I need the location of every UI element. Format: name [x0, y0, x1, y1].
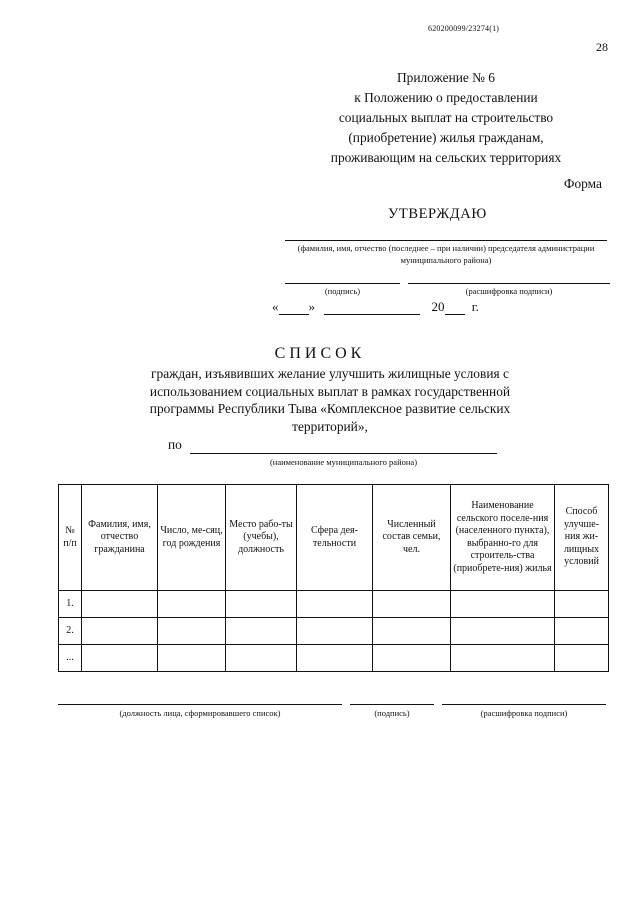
- compiler-signature-caption: (подпись): [374, 708, 410, 718]
- table-cell: [226, 645, 297, 672]
- list-description: граждан, изъявивших желание улучшить жилищные условия с использованием социальных выплат в рамках государственной программы Республики Тыва «Комплексное развитие сельских территорий»,: [149, 366, 511, 434]
- table-cell: [451, 645, 555, 672]
- table-cell: [373, 591, 451, 618]
- municipality-caption: (наименование муниципального района): [269, 457, 418, 467]
- table-cell: [226, 591, 297, 618]
- annex-line-1: Приложение № 6: [396, 70, 496, 85]
- table-cell: 2.: [59, 618, 82, 645]
- annex-line-3: социальных выплат на строительство: [338, 110, 554, 125]
- table-cell: [451, 618, 555, 645]
- table-cell: 1.: [59, 591, 82, 618]
- approval-date: [272, 299, 479, 315]
- date-year-blank: [445, 301, 465, 315]
- approval-title: УТВЕРЖДАЮ: [388, 206, 487, 222]
- date-quote-open: «: [272, 299, 279, 314]
- municipality-line: [190, 453, 497, 454]
- header-improvement-method: Способ улучше-ния жи-лищных условий: [555, 485, 609, 591]
- header-birth-date: Число, ме-сяц, год рождения: [158, 485, 226, 591]
- annex-line-4: (приобретение) жилья гражданам,: [348, 130, 544, 145]
- header-settlement: Наименование сельского поселе-ния (населенного пункта), выбранно-го для строитель-ства (приобрете-ния) жилья: [451, 485, 555, 591]
- compiler-decoding-caption: (расшифровка подписи): [480, 708, 568, 718]
- table-cell: [555, 645, 609, 672]
- annex-line-5: проживающим на сельских территориях: [330, 150, 562, 165]
- header-full-name: Фамилия, имя, отчество гражданина: [82, 485, 158, 591]
- date-year-prefix: 20: [431, 299, 445, 314]
- approver-signature-caption: (подпись): [324, 286, 361, 296]
- date-year-suffix: г.: [471, 299, 479, 314]
- date-day-blank: [279, 301, 309, 315]
- date-quote-close: »: [308, 299, 315, 314]
- citizens-table: [58, 484, 609, 672]
- table-cell: [373, 645, 451, 672]
- table-cell: [158, 591, 226, 618]
- header-family-size: Численный состав семьи, чел.: [373, 485, 451, 591]
- form-label: Форма: [563, 176, 602, 191]
- table-cell: [158, 645, 226, 672]
- approver-signature-line: [285, 283, 400, 284]
- document-code: 620200099/23274(1): [428, 24, 500, 33]
- table-cell: [555, 591, 609, 618]
- date-month-blank: [324, 301, 420, 315]
- table-cell: [451, 591, 555, 618]
- header-number: № п/п: [59, 485, 82, 591]
- table-row: [59, 645, 609, 672]
- compiler-position-line: [58, 704, 342, 705]
- table-cell: [226, 618, 297, 645]
- table-cell: [82, 645, 158, 672]
- approver-name-line: [285, 240, 607, 241]
- approver-decoding-caption: (расшифровка подписи): [465, 286, 553, 296]
- annex-line-2: к Положению о предоставлении: [354, 90, 538, 105]
- compiler-position-caption: (должность лица, сформировавшего список): [119, 708, 281, 718]
- header-activity-field: Сфера дея-тельности: [297, 485, 373, 591]
- page-number: 28: [596, 40, 608, 54]
- table-cell: [555, 618, 609, 645]
- table-cell: ...: [59, 645, 82, 672]
- table-header-row: [59, 485, 609, 591]
- compiler-signature-line: [350, 704, 434, 705]
- table-cell: [297, 618, 373, 645]
- header-workplace: Место рабо-ты (учебы), должность: [226, 485, 297, 591]
- approver-decoding-line: [408, 283, 610, 284]
- table-cell: [82, 618, 158, 645]
- table-row: [59, 618, 609, 645]
- municipality-prefix: по: [168, 437, 182, 452]
- approver-name-caption: (фамилия, имя, отчество (последнее – при наличии) председателя администрации муниципального района): [297, 243, 595, 265]
- table-cell: [373, 618, 451, 645]
- table-row: [59, 591, 609, 618]
- table-cell: [158, 618, 226, 645]
- annex-header: [300, 68, 592, 168]
- table-cell: [297, 591, 373, 618]
- list-title: СПИСОК: [274, 345, 366, 362]
- table-cell: [82, 591, 158, 618]
- table-cell: [297, 645, 373, 672]
- compiler-decoding-line: [442, 704, 606, 705]
